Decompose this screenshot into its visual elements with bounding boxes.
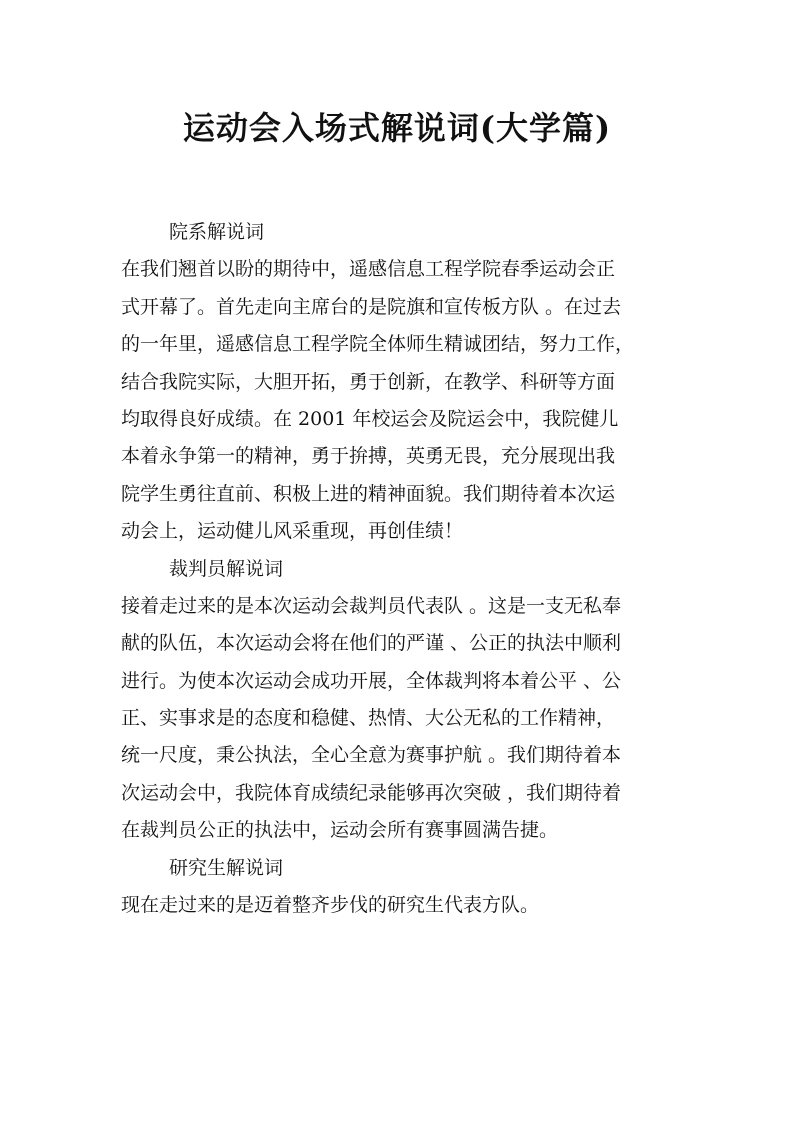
paragraph-line: 在我们翘首以盼的期待中，遥感信息工程学院春季运动会正: [121, 258, 616, 281]
paragraph-line: 正、实事求是的态度和稳健、热情、大公无私的工作精神，: [121, 707, 616, 730]
section-heading-graduate: 研究生解说词: [169, 856, 284, 879]
paragraph-line: 在裁判员公正的执法中，运动会所有赛事圆满告捷。: [121, 819, 559, 842]
section-heading-referee: 裁判员解说词: [169, 557, 284, 580]
paragraph-line: 式开幕了。首先走向主席台的是院旗和宣传板方队 。在过去: [121, 295, 622, 318]
paragraph-line: 本着永争第一的精神，勇于拚搏，英勇无畏，充分展现出我: [121, 445, 616, 468]
paragraph-line: 接着走过来的是本次运动会裁判员代表队 。这是一支无私奉: [121, 594, 622, 617]
paragraph-line: 现在走过来的是迈着整齐步伐的研究生代表方队。: [121, 894, 540, 917]
paragraph-line: 进行。为使本次运动会成功开展，全体裁判将本着公平 、公: [121, 669, 622, 692]
paragraph-line: 的一年里，遥感信息工程学院全体师生精诚团结，努力工作，: [121, 333, 635, 356]
document-title: 运动会入场式解说词(大学篇): [182, 109, 612, 147]
paragraph-line: 献的队伍，本次运动会将在他们的严谨 、公正的执法中顺利: [121, 632, 622, 655]
section-heading-department: 院系解说词: [169, 221, 265, 243]
paragraph-line: 院学生勇往直前、积极上进的精神面貌。我们期待着本次运: [121, 482, 616, 505]
paragraph-line: 结合我院实际，大胆开拓，勇于创新，在教学、科研等方面: [121, 370, 616, 393]
paragraph-line: 均取得良好成绩。在 2001 年校运会及院运会中，我院健儿: [121, 407, 619, 430]
paragraph-line: 动会上，运动健儿风采重现，再创佳绩！: [121, 520, 464, 543]
paragraph-line: 次运动会中，我院体育成绩纪录能够再次突破 ，我们期待着: [121, 781, 622, 804]
paragraph-line: 统一尺度，秉公执法，全心全意为赛事护航 。我们期待着本: [121, 744, 622, 767]
document-body: [121, 214, 681, 924]
